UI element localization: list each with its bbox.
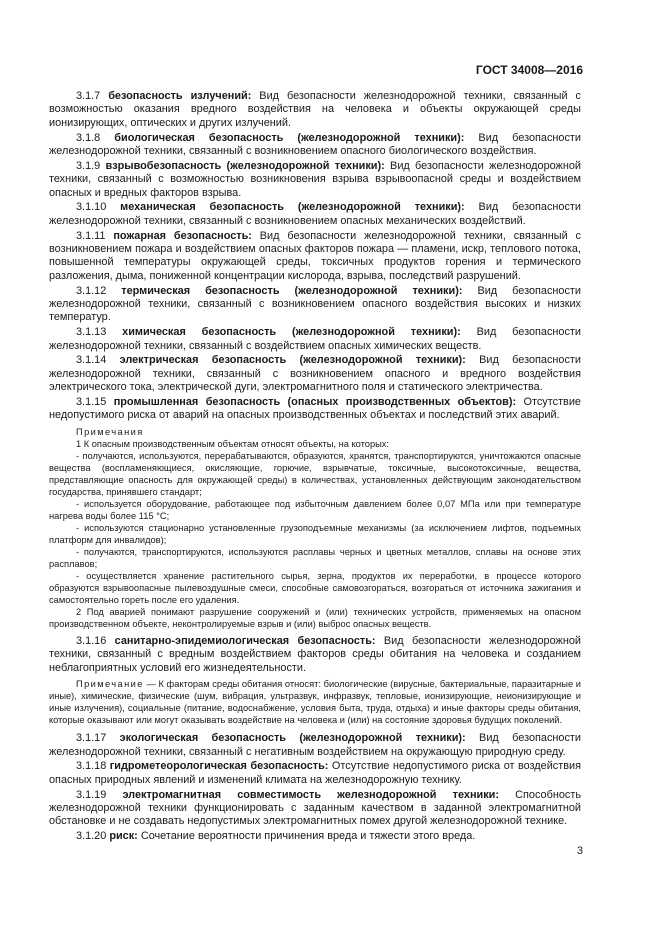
definition-text: Сочетание вероятности причинения вреда и тяжести этого вреда.: [137, 830, 476, 843]
note-line: - получаются, транспортируются, используются расплавы черных и цветных металлов, сплавы на основе этих расплавов;: [49, 546, 581, 569]
definition-3-1-10: [49, 201, 581, 228]
definition-3-1-12: [49, 285, 581, 325]
notes-heading: Примечания: [76, 426, 144, 437]
definition-term: безопасность излучений:: [108, 90, 252, 102]
definitions-group-c: [49, 732, 581, 843]
notes-block: [49, 426, 581, 630]
definition-text: Вид безопасности железнодорожной техники, связанный с воздействием опасных химических веществ.: [49, 326, 582, 352]
definition-3-1-14: [49, 354, 581, 394]
definition-3-1-16: [49, 635, 581, 675]
definition-number: 3.1.8: [76, 131, 101, 144]
definition-term: санитарно-эпидемиологическая безопасность:: [114, 634, 376, 647]
note-line: - получаются, используются, перерабатываются, образуются, хранятся, транспортируются, уничтожаются опасные вещества (воспламеняющиеся, окисляющие, горючие, взрывчатые, токсичные, высокотоксичные, вещества, представляющие опасность для окружающей среды) в количествах, установленных действующим законодательством государства, принявшего стандарт;: [49, 450, 581, 497]
note-line: - используются стационарно установленные грузоподъемные механизмы (за исключением лифтов, подъемных платформ для инвалидов);: [49, 522, 581, 545]
definition-number: 3.1.17: [76, 732, 107, 745]
definition-text: Вид безопасности железнодорожной техники, связанный с возможностью оказания вредного воздействия на человека и объекты окружающей среды ионизирующих, оптических и других излучений.: [49, 90, 581, 129]
definition-3-1-7: [49, 90, 581, 130]
definition-3-1-19: [49, 789, 581, 829]
definition-text: Отсутствие недопустимого риска от аварий на опасных производственных объектах и последствий этих аварий.: [49, 396, 581, 422]
note-environment-factors: [49, 678, 581, 726]
definition-term: биологическая безопасность (железнодорожной техники):: [114, 131, 465, 144]
page-number: 3: [576, 845, 583, 857]
definition-term: экологическая безопасность (железнодорожной техники):: [119, 732, 466, 745]
definition-text: Вид безопасности железнодорожной техники, связанный с вредным воздействием факторов среды обитания на человека и созданием неблагоприятных условий его жизнедеятельности.: [49, 634, 581, 674]
definition-number: 3.1.20: [76, 830, 107, 843]
definition-text: Вид безопасности железнодорожной техники, связанный с возникновением пожара и воздействием опасных факторов пожара — пламени, искр, теплового потока, повышенной температуры окружающей среды, токсичных продуктов горения и термического разложения, дыма, пониженной концентрации кислорода, взрыва, последствий разрушений.: [49, 229, 582, 282]
definition-term: химическая безопасность (железнодорожной техники):: [122, 326, 461, 339]
definition-number: 3.1.10: [76, 201, 107, 214]
definition-term: электромагнитная совместимость железнодорожной техники:: [122, 788, 499, 801]
notes-lines: [49, 438, 581, 630]
definition-text: Способность железнодорожной техники функционировать с заданным качеством в заданной электромагнитной обстановке и не создавать недопустимых электромагнитных помех другой железнодорожной технике.: [49, 788, 582, 828]
definitions-group-a: [49, 90, 581, 423]
document-body: [49, 90, 581, 845]
definition-term: промышленная безопасность (опасных производственных объектов):: [113, 396, 517, 409]
definition-term: пожарная безопасность:: [113, 229, 252, 242]
definition-number: 3.1.15: [76, 396, 107, 409]
definition-term: электрическая безопасность (железнодорожной техники):: [119, 354, 466, 367]
document-header: ГОСТ 34008—2016: [475, 63, 583, 77]
definition-text: Вид безопасности железнодорожной техники, связанный с возможностью возникновения взрыва взрывоопасной среды и воздействием опасных и вредных факторов взрыва.: [49, 159, 582, 199]
definition-number: 3.1.11: [76, 229, 106, 242]
definition-3-1-13: [49, 326, 581, 353]
definition-text: Вид безопасности железнодорожной техники, связанный с возникновением опасного биологического воздействия.: [49, 131, 582, 158]
definition-number: 3.1.14: [76, 354, 107, 367]
note-line: - осуществляется хранение растительного сырья, зерна, продуктов их переработки, в процессе которого образуются взрывоопасные пылевоздушные смеси, способные самовозгораться, возгораться от источника зажигания и самостоятельно гореть после его удаления.: [49, 570, 581, 605]
definition-number: 3.1.13: [76, 326, 107, 339]
definition-term: термическая безопасность (железнодорожной техники):: [121, 284, 463, 297]
definition-number: 3.1.18: [76, 760, 107, 773]
definition-term: гидрометеорологическая безопасность:: [109, 760, 329, 773]
definition-3-1-11: [49, 230, 581, 284]
definition-number: 3.1.12: [76, 284, 107, 297]
definition-term: механическая безопасность (железнодорожной техники):: [120, 201, 465, 214]
definition-text: Вид безопасности железнодорожной техники, связанный с возникновением опасных механических воздействий.: [49, 201, 581, 227]
definition-3-1-9: [49, 160, 581, 200]
definition-text: Вид безопасности железнодорожной техники, связанный с возникновением опасного воздействия высоких и низких температур.: [49, 284, 581, 324]
definition-number: 3.1.9: [76, 159, 101, 172]
definition-3-1-18: [49, 760, 581, 787]
definition-3-1-15: [49, 396, 581, 423]
note-label: Примечание: [76, 679, 144, 690]
note-text: — К факторам среды обитания относят: биологические (вирусные, бактериальные, паразитарные и иные), химические, физические (шум, вибрация, ультразвук, инфразвук, тепловые, ионизирующие, неионизирующие и иные излучения), социальные (питание, водоснабжение, условия быта, труда, отдыха) и иные факторы среды обитания, которые оказывают или могут оказывать воздействие на человека и (или) на состояние здоровья будущих поколений.: [49, 679, 581, 726]
definition-text: Вид безопасности железнодорожной техники, связанный с возникновением опасного и вредного воздействия электрического тока, электрической дуги, электромагнитного поля и статического электричества.: [49, 354, 581, 394]
definition-number: 3.1.7: [76, 90, 101, 102]
note-line: 1 К опасным производственным объектам относят объекты, на которых:: [76, 438, 390, 449]
definition-text: Отсутствие недопустимого риска от воздействия опасных природных явлений и изменений климата на железнодорожную технику.: [49, 760, 582, 786]
definition-term: взрывобезопасность (железнодорожной техники):: [105, 159, 385, 172]
definition-number: 3.1.16: [76, 634, 107, 647]
definition-number: 3.1.19: [76, 788, 107, 801]
definition-3-1-17: [49, 732, 581, 759]
definition-3-1-20: [49, 830, 581, 843]
definition-term: риск:: [109, 830, 138, 843]
note-line: - используется оборудование, работающее под избыточным давлением более 0,07 МПа или при температуре нагрева воды более 115 °С;: [49, 498, 581, 521]
definition-3-1-8: [49, 132, 581, 159]
note-line: 2 Под аварией понимают разрушение сооружений и (или) технических устройств, применяемых на опасном производственном объекте, неконтролируемые взрыв и (или) выброс опасных веществ.: [49, 606, 581, 629]
definition-text: Вид безопасности железнодорожной техники, связанный с негативным воздействием на окружающую природную среду.: [49, 732, 581, 758]
